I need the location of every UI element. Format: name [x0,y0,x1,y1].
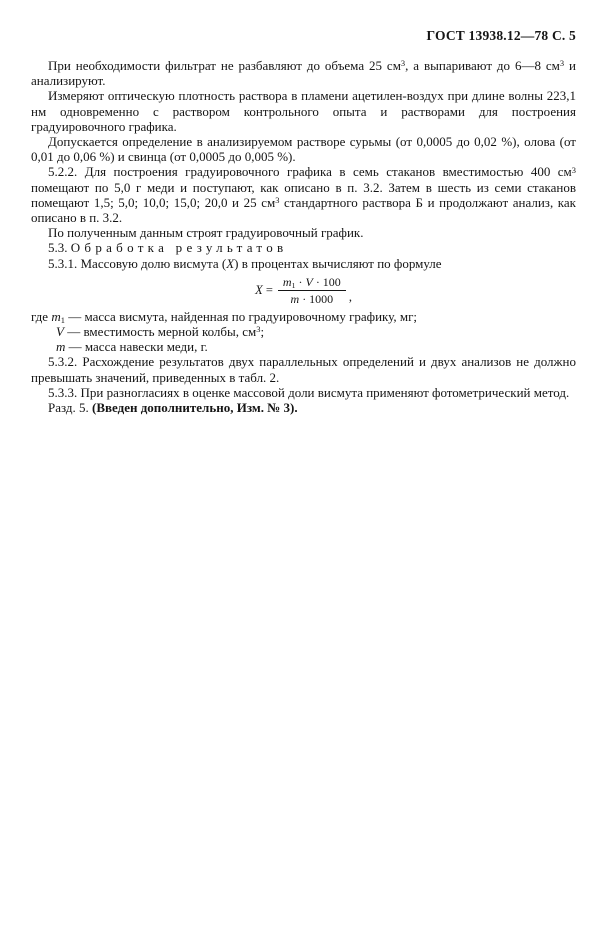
formula-mass-fraction [31,275,576,306]
definitions-list [31,309,576,355]
formula-fraction [278,275,346,306]
paragraph-clause-5-3-1: 5.3.1. Массовую долю висмута (X) в процентах вычисляют по формуле [48,255,442,271]
paragraph-clause-5-2-2: 5.2.2. Для построения градуировочного графика в семь стаканов вместимостью 400 $см^3$ помещают по 5,0 г меди и поступают, как описано в п. 3.2. Затем в шесть из семи стаканов помещают 1,5; 5,0; 10,0; 15,0; 20,0 и 25 $см^3$ стандартного раствора Б и продолжают анализ, как описано в п. 3.2. [31,164,577,226]
page-header-gost-number: ГОСТ 13938.12—78 С. 5 [426,28,576,43]
paragraph-graph-note: По полученным данным строят градуировочный график. [48,225,364,241]
paragraph-optical-density: Измеряют оптическую плотность раствора в пламени ацетилен-воздух при длине волны 223,1 нм одновременно с раствором контрольного опыта и растворами для построения градуировочного графика. [31,88,576,134]
formula-trailing-comma: , [348,289,352,304]
paragraph-clause-5-3-2: 5.3.2. Расхождение результатов двух параллельных определений и двух анализов не должно превышать значений, приведенных в табл. 2. [31,354,576,385]
document-content [31,58,576,415]
definition-v: V — вместимость мерной колбы, $см^3$; [56,324,265,340]
heading-5-3-results-processing: 5.3. Обработка результатов [48,240,288,256]
paragraph-filtrate: При необходимости фильтрат не разбавляют до объема 25 $см^3$, а выпаривают до 6—8 $см^3$ и анализируют. [31,58,576,89]
formula-denominator: m · 1000 [290,291,334,306]
paragraph-section-note: Разд. 5. (Введен дополнительно, Изм. № 3). [48,400,298,416]
formula-lhs: X = [255,283,273,298]
formula-numerator: m1 · V · 100 [278,275,346,291]
paragraph-clause-5-3-3: 5.3.3. При разногласиях в оценке массовой доли висмута применяют фотометрический метод. [48,384,570,400]
definition-m1: где m1 — масса висмута, найденная по градуировочному графику, мг; [31,308,418,325]
definition-m: m — масса навески меди, г. [56,339,208,355]
paragraph-allowed-determination: Допускается определение в анализируемом растворе сурьмы (от 0,0005 до 0,02 %), олова (от 0,01 до 0,06 %) и свинца (от 0,0005 до 0,005 %). [31,134,576,165]
